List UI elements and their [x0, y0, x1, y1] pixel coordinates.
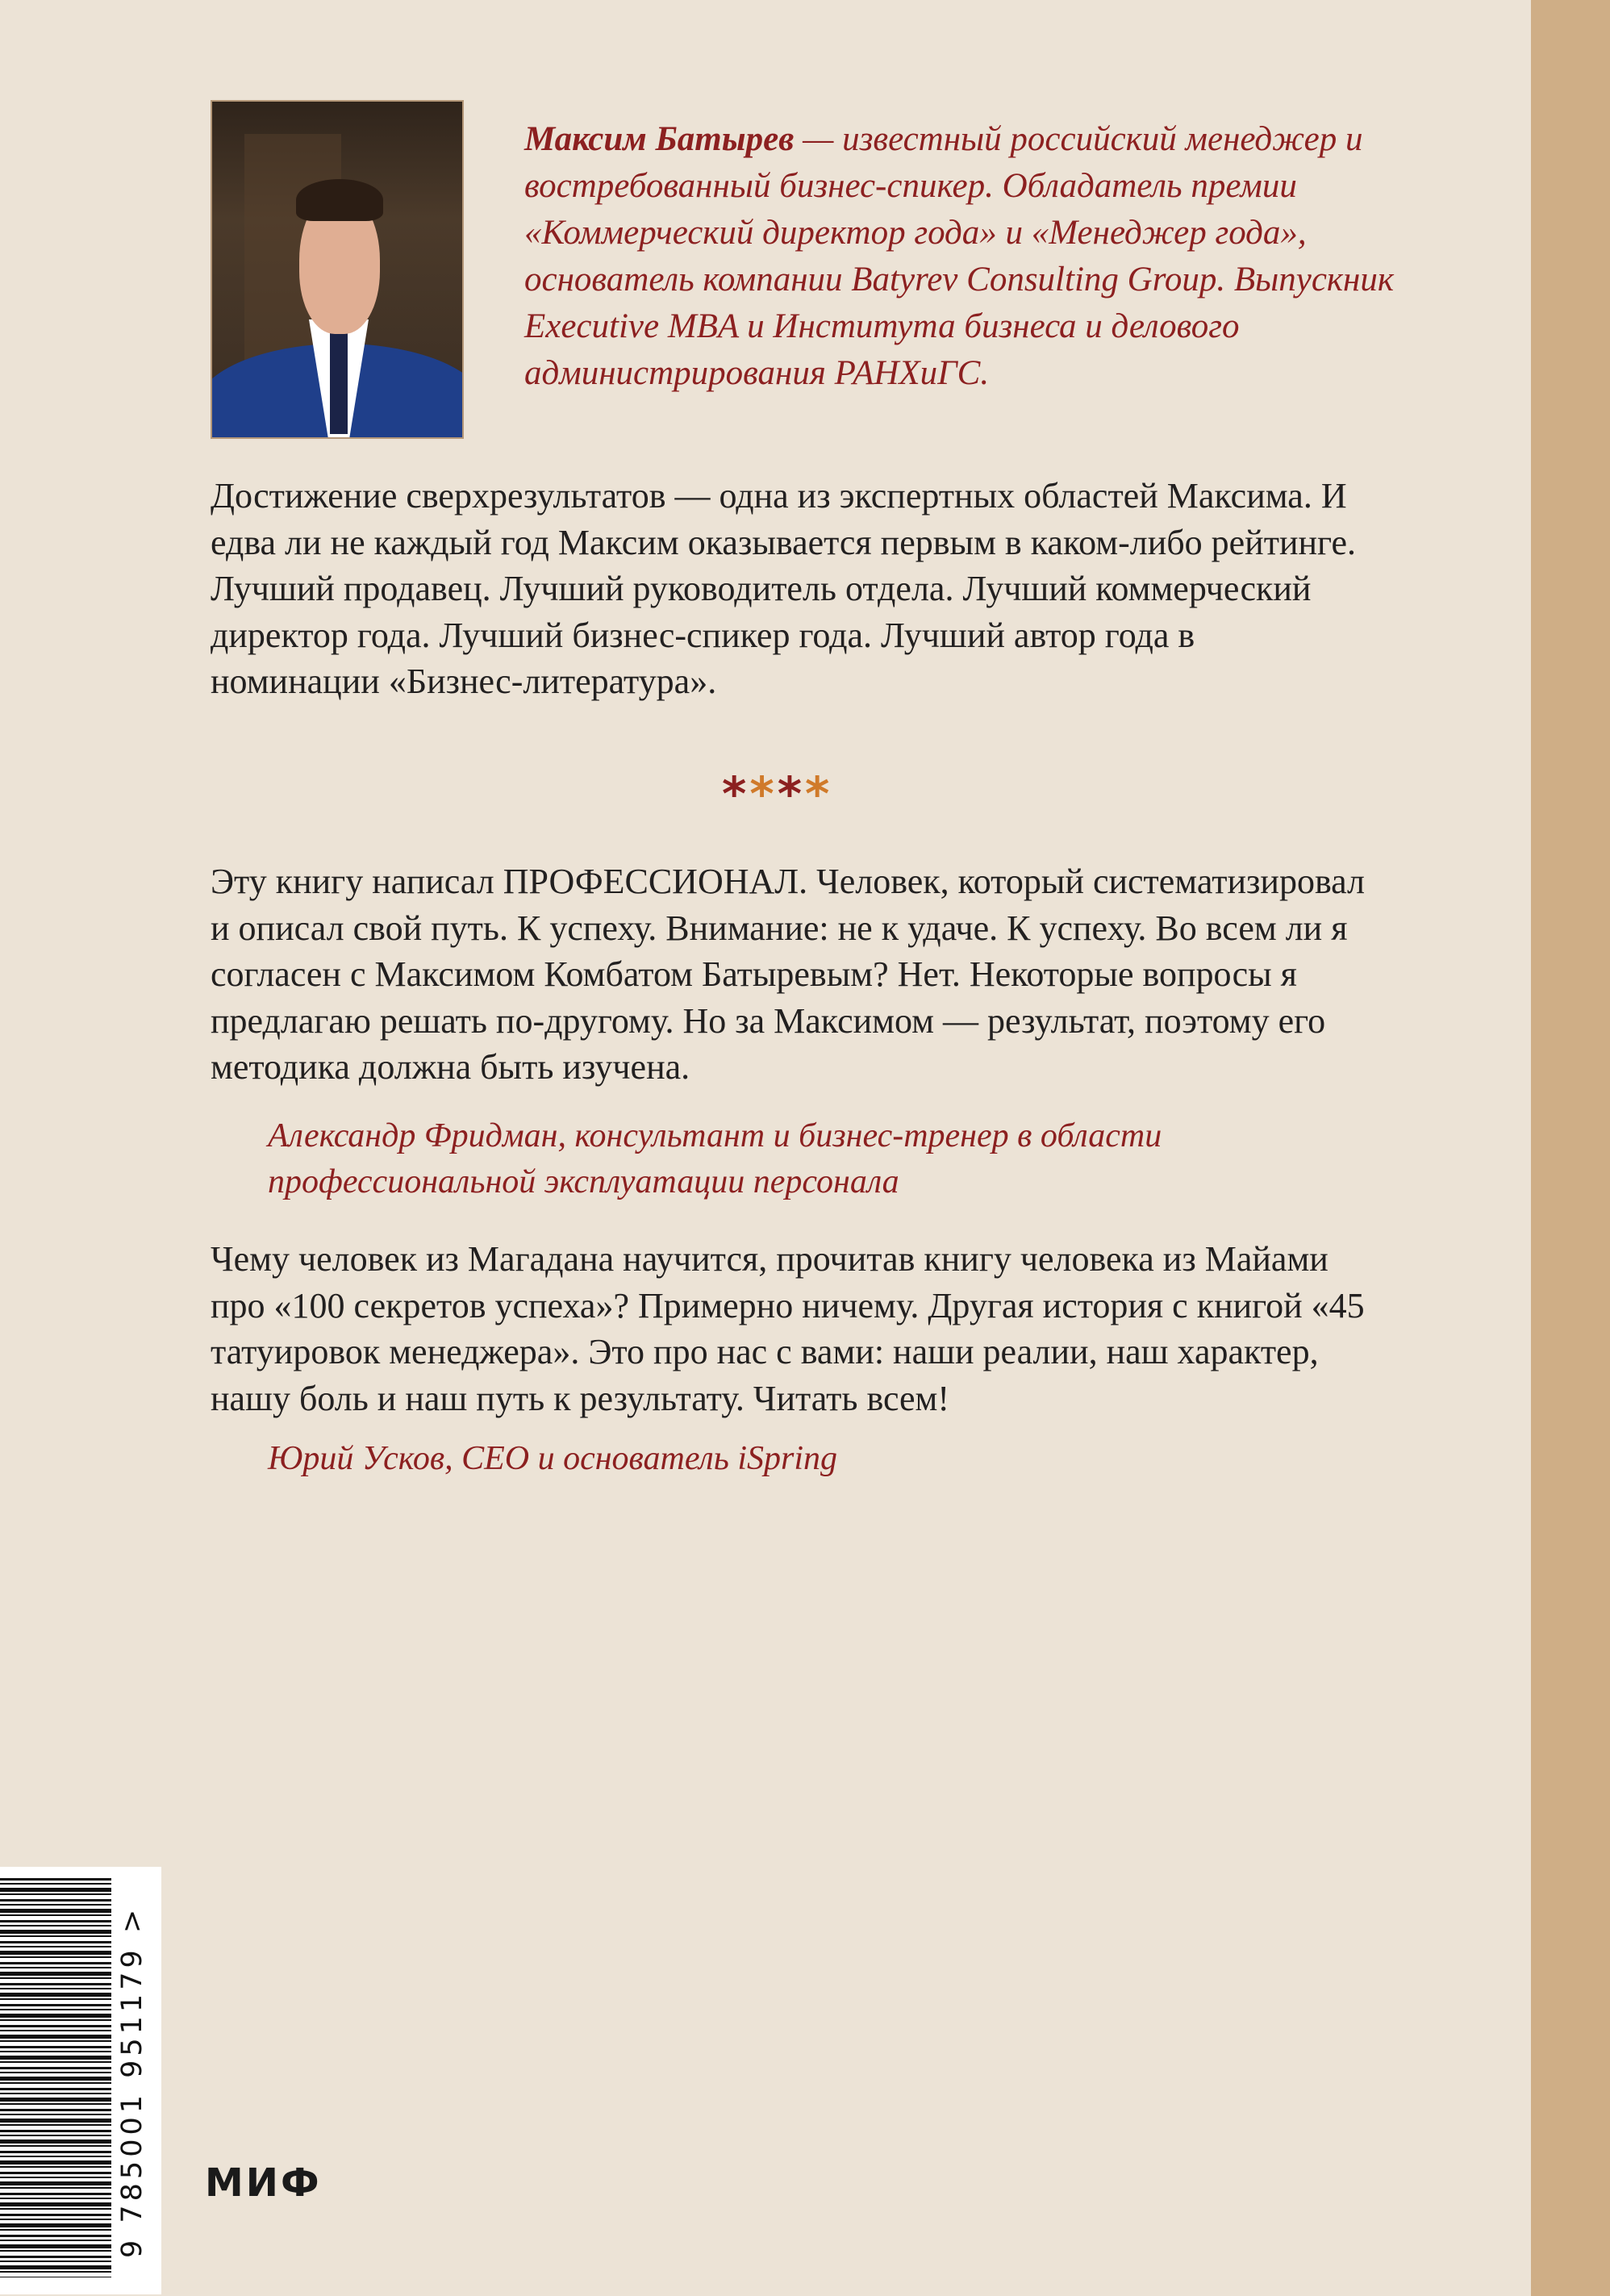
barcode-bars: [0, 1878, 111, 2277]
intro-paragraph: Достижение сверхрезультатов — одна из экспертных областей Максима. И едва ли не каждый год Максим оказывается первым в каком-либо рейтинге. Лучший продавец. Лучший руководитель отдела. Лучший коммерческий директор года. Лучший бизнес-спикер года. Лучший автор года в номинации «Бизнес-литература».: [211, 476, 1357, 702]
star-2: *: [749, 766, 778, 821]
review-2-author: Юрий Усков, CEO и основатель iSpring: [268, 1440, 838, 1477]
review-2-text: Чему человек из Магадана научится, прочитав книгу человека из Майами про «100 секретов успеха»? Примерно ничему. Другая история с книгой «45 татуировок менеджера». Это про нас с вами: наши реалии, наш характер, нашу боль и наш путь к результату. Читать всем!: [211, 1239, 1365, 1418]
star-4: *: [805, 766, 833, 821]
review-1-author: Александр Фридман, консультант и бизнес-тренер в области профессиональной эксплуатации персонала: [268, 1117, 1162, 1200]
author-name: Максим Батырев: [524, 120, 795, 158]
author-bio-text: — известный российский менеджер и востребованный бизнес-спикер. Обладатель премии «Коммерческий директор года» и «Менеджер года», основатель компании Batyrev Consulting Group. Выпускник Executive MBA и Института бизнеса и делового администрирования РАНХиГС.: [524, 120, 1394, 392]
review-1-text: Эту книгу написал ПРОФЕССИОНАЛ. Человек, который систематизировал и описал свой путь. К успеху. Внимание: не к удаче. К успеху. Во всем ли я согласен с Максимом Комбатом Батыревым? Нет. Некоторые вопросы я предлагаю решать по-другому. Но за Максимом — результат, поэтому его методика должна быть изучена.: [211, 862, 1366, 1087]
publisher-logo: МИФ: [205, 2160, 322, 2206]
author-photo: [211, 100, 464, 439]
barcode-digits: 9 785001 951179 >: [116, 1905, 148, 2258]
section-separator: [722, 766, 832, 821]
star-3: *: [777, 766, 806, 821]
star-1: *: [722, 766, 750, 821]
author-bio: [524, 116, 1436, 397]
book-spine-strip: [1531, 0, 1610, 2296]
